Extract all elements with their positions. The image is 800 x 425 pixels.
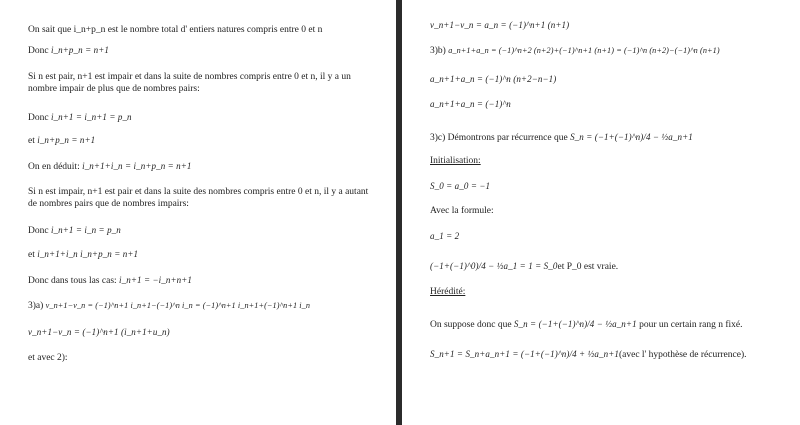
left-line-6 xyxy=(28,160,192,173)
right-line-13-math: S_n+1 = S_n+a_n+1 = (−1+(−1)^n)/4 + ½a_n+1 xyxy=(430,349,619,359)
right-line-12 xyxy=(430,318,742,331)
right-line-10-math: (−1+(−1)^0)/4 − ½a_1 = 1 = S_0 xyxy=(430,261,558,271)
right-page xyxy=(402,0,800,425)
left-line-6-math: i_n+1+i_n = i_n+p_n = n+1 xyxy=(82,161,192,171)
right-line-7-math: S_0 = a_0 = −1 xyxy=(430,181,491,191)
left-line-8-prefix: Donc xyxy=(28,226,51,236)
left-line-2-prefix: Donc xyxy=(28,46,51,56)
left-line-8 xyxy=(28,224,121,237)
right-line-13 xyxy=(430,348,746,361)
left-line-9-prefix: et xyxy=(28,250,38,260)
right-line-9-math: a_1 = 2 xyxy=(430,231,460,241)
right-line-5-prefix: 3)c) Démontrons par récurrence que xyxy=(430,133,571,143)
left-line-4 xyxy=(28,111,132,124)
left-line-11 xyxy=(28,300,310,312)
left-line-10-math: i_n+1 = −i_n+n+1 xyxy=(119,275,192,285)
left-line-13: et avec 2): xyxy=(28,353,68,363)
right-line-10-suffix: et P_0 est vraie. xyxy=(557,262,619,272)
left-line-4-math: i_n+1 = i_n+1 = p_n xyxy=(50,112,132,122)
left-page xyxy=(0,0,396,425)
left-line-10-prefix: Donc dans tous las cas: xyxy=(28,276,120,286)
left-line-12-math: v_n+1−v_n = (−1)^n+1 (i_n+1+u_n) xyxy=(28,327,170,337)
left-line-12 xyxy=(28,326,170,339)
left-line-3: Si n est pair, n+1 est impair et dans la suite de nombres compris entre 0 et n, il y a un nombre impair de plus que de nombres pairs: xyxy=(28,72,351,94)
right-line-5 xyxy=(430,131,693,144)
right-line-2-math: a_n+1+a_n = (−1)^n+2 (n+2)+(−1)^n+1 (n+1) = (−1)^n (n+2)−(−1)^n (n+1) xyxy=(448,46,720,55)
left-line-1: On sait que i_n+p_n est le nombre total d' entiers natures compris entre 0 et n xyxy=(28,25,323,35)
right-line-1-math: v_n+1−v_n = a_n = (−1)^n+1 (n+1) xyxy=(430,20,570,30)
right-line-5-math: S_n = (−1+(−1)^n)/4 − ½a_n+1 xyxy=(570,132,693,142)
right-line-2 xyxy=(430,45,720,57)
right-line-9 xyxy=(430,230,459,243)
left-line-10 xyxy=(28,274,192,287)
right-line-8: Avec la formule: xyxy=(430,206,494,216)
left-line-6-prefix: On en déduit: xyxy=(28,162,83,172)
left-line-9-math: i_n+1+i_n i_n+p_n = n+1 xyxy=(37,249,139,259)
right-line-11-heading: Hérédité: xyxy=(430,287,466,297)
left-line-4-prefix: Donc xyxy=(28,113,51,123)
right-line-2-prefix: 3)b) xyxy=(430,46,449,56)
right-line-12-suffix: pour un certain rang n fixé. xyxy=(636,320,743,330)
right-line-4-math: a_n+1+a_n = (−1)^n xyxy=(430,99,511,109)
left-line-5 xyxy=(28,134,95,147)
right-line-10 xyxy=(430,260,618,273)
right-line-13-suffix: (avec l' hypothèse de récurrence). xyxy=(618,350,747,360)
left-line-2 xyxy=(28,44,109,57)
right-line-7 xyxy=(430,180,490,193)
right-line-6-heading: Initialisation: xyxy=(430,156,481,166)
right-line-1 xyxy=(430,19,569,32)
left-line-7: Si n est impair, n+1 est pair et dans la suite des nombres compris entre 0 et n, il y a autant de nombres pairs que de nombres impairs: xyxy=(28,187,369,209)
left-line-8-math: i_n+1 = i_n = p_n xyxy=(50,225,121,235)
right-line-3-math: a_n+1+a_n = (−1)^n (n+2−n−1) xyxy=(430,74,557,84)
left-line-9 xyxy=(28,248,138,261)
left-line-11-math: v_n+1−v_n = (−1)^n+1 i_n+1−(−1)^n i_n = (−1)^n+1 i_n+1+(−1)^n+1 i_n xyxy=(45,301,311,310)
left-line-5-prefix: et xyxy=(28,136,38,146)
left-line-11-prefix: 3)a) xyxy=(28,301,46,311)
right-line-3 xyxy=(430,73,556,86)
right-line-4 xyxy=(430,98,511,111)
right-line-12-math: S_n = (−1+(−1)^n)/4 − ½a_n+1 xyxy=(513,319,637,329)
right-line-12-prefix: On suppose donc que xyxy=(430,320,514,330)
left-line-2-math: i_n+p_n = n+1 xyxy=(50,45,109,55)
left-line-5-math: i_n+p_n = n+1 xyxy=(37,135,96,145)
